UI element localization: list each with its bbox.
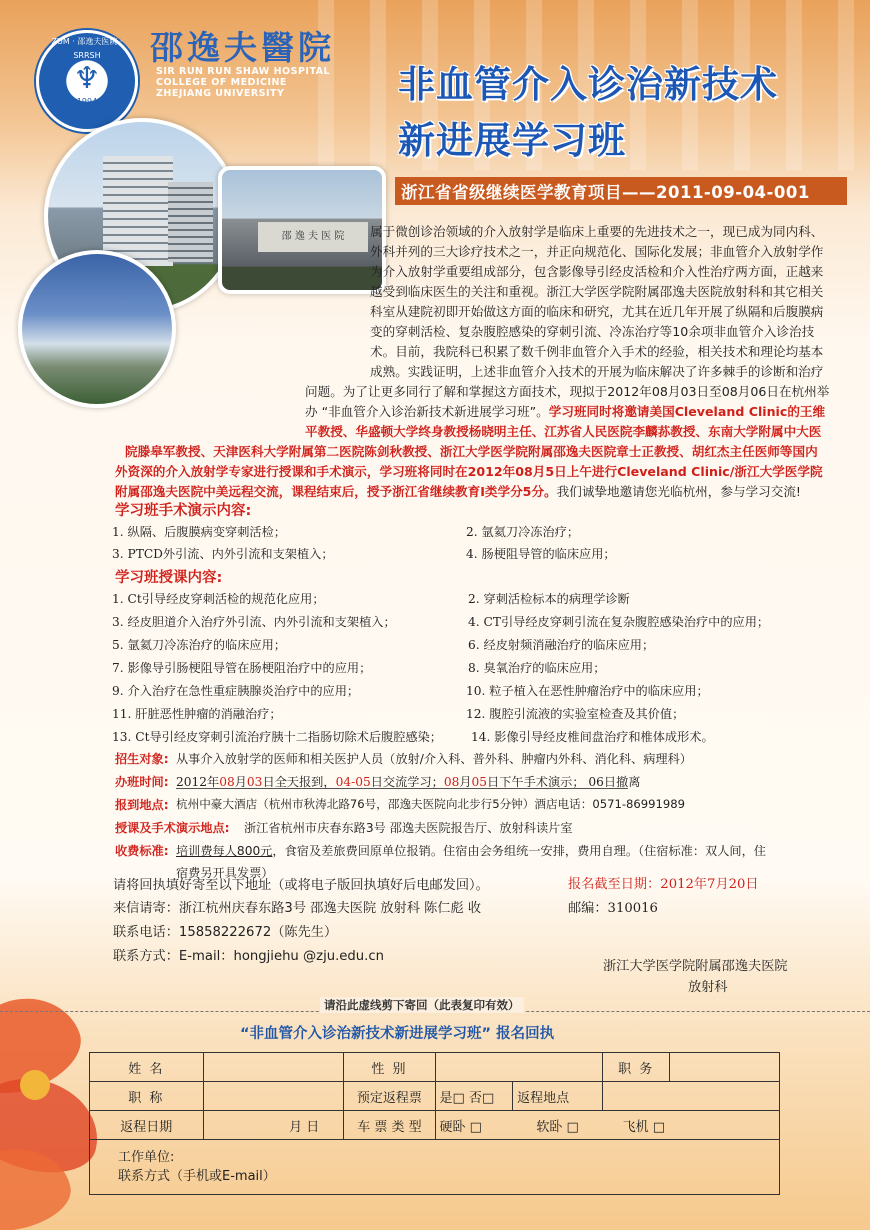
hospital-logo [36,30,138,132]
lecture-item: 8. 臭氧治疗的临床应用； [468,661,606,675]
lecture-item: 3. 经皮胆道介入治疗外引流、内外引流和支架植入； [112,615,396,629]
recruit-value: 从事介入放射学的医师和相关医护人员（放射/介入科、普外科、肿瘤内外科、消化科、病理科） [176,752,692,766]
fee-value: 培训费每人800元，食宿及差旅费回原单位报销。住宿由会务组统一安排，费用自理。（住宿标准：双人间，住 [176,844,766,858]
recruit-label: 招生对象: [115,752,169,766]
checkin-value: 杭州中豪大酒店（杭州市秋涛北路76号，邵逸夫医院向北步行5分钟）酒店电话：0571-86991989 [176,797,686,811]
table-row [90,1111,780,1140]
lecture-item: 7. 影像导引肠梗阻导管在肠梗阻治疗中的应用； [112,661,372,675]
return-date-label: 返程日期 [90,1111,204,1140]
intro-paragraph [115,222,830,502]
return-ticket-checkboxes[interactable]: 是□ 否□ [435,1082,513,1111]
lecture-item: 11. 肝脏恶性肿瘤的消融治疗； [112,707,282,721]
table-row [90,1140,780,1195]
name-label: 姓 名 [90,1053,204,1082]
soft-sleeper-checkbox[interactable]: 软卧 □ [513,1111,603,1140]
lecture-item: 13. Ct导引经皮穿刺引流治疗胰十二指肠切除术后腹腔感染； [112,730,442,744]
page-title-line1: 非血管介入诊治新技术 [398,63,778,106]
return-place-field[interactable] [603,1082,780,1111]
email: 联系方式：E-mail：hongjiehu @zju.edu.cn [113,949,384,964]
building-sign: 邵 逸 夫 医 院 [258,222,368,252]
lecture-item: 2. 穿刺活检标本的病理学诊断 [468,592,630,606]
surgery-item: 3. PTCD外引流、内外引流和支架植入； [112,547,334,561]
postcode: 邮编：310016 [568,901,658,916]
phone: 联系电话：15858222672（陈先生） [113,925,338,940]
gender-label: 性 别 [344,1053,435,1082]
hard-sleeper-checkbox[interactable]: 硬卧 □ [435,1111,513,1140]
lecture-item: 5. 氩氦刀冷冻治疗的临床应用； [112,638,286,652]
lecture-heading: 学习班授课内容: [115,570,223,586]
lecture-item: 12. 腹腔引流液的实验室检查及其价值； [466,707,685,721]
surgery-item: 4. 肠梗阻导管的临床应用； [466,547,616,561]
venue-value: 浙江省杭州市庆春东路3号 邵逸夫医院报告厅、放射科读片室 [244,821,573,835]
return-ticket-label: 预定返程票 [344,1082,435,1111]
schedule-underline [176,788,628,789]
college-name-en: COLLEGE OF MEDICINE [156,77,287,88]
page-title-line2: 新进展学习班 [398,119,626,162]
gender-field[interactable] [435,1053,603,1082]
title-label: 职 称 [90,1082,204,1111]
registration-form [89,1052,780,1195]
hospital-name-cn: 邵逸夫醫院 [150,28,335,67]
eagle-icon: ♆ [73,61,101,96]
checkin-label: 报到地点: [115,798,169,812]
lecture-item: 9. 介入治疗在急性重症胰腺炎治疗中的应用； [112,684,360,698]
fee-label: 收费标准: [115,844,169,858]
surgery-heading: 学习班手术演示内容: [115,503,252,519]
deadline: 报名截至日期：2012年7月20日 [568,877,759,892]
surgery-item: 2. 氩氦刀冷冻治疗； [466,525,580,539]
workplace-contact-field[interactable] [90,1140,780,1195]
logo-year: 1994 [76,97,98,106]
mail-address: 来信请寄：浙江杭州庆春东路3号 邵逸夫医院 放射科 陈仁彪 收 [113,901,482,916]
organizer: 浙江大学医学院附属邵逸夫医院 [603,959,788,974]
surgery-item: 1. 纵隔、后腹膜病变穿刺活检； [112,525,286,539]
hospital-name-en: SIR RUN RUN SHAW HOSPITAL [156,66,331,77]
title-field[interactable] [203,1082,344,1111]
schedule-value: 2012年08月03日全天报到，04-05日交流学习；08月05日下午手术演示； 06日撤离 [176,775,641,789]
table-row [90,1082,780,1111]
university-name-en: ZHEJIANG UNIVERSITY [156,88,285,99]
cut-note: 请沿此虚线剪下寄回（此表复印有效） [320,997,524,1013]
venue-label: 授课及手术演示地点: [115,821,230,835]
lecture-item: 10. 粒子植入在恶性肿瘤治疗中的临床应用； [466,684,709,698]
mail-note: 请将回执填好寄至以下地址（或将电子版回执填好后电邮发回）。 [113,878,489,893]
vehicle-label: 车 票 类 型 [344,1111,435,1140]
project-number: 浙江省省级继续医学教育项目——2011-09-04-001 [395,177,847,205]
intro-text: 属于微创诊治领域的介入放射学是临床上重要的先进技术之一，现已成为同内科、外科并列的三大诊疗技术之一，并正向规范化、国际化发展；非血管介入放射学作为介入放射学重要组成部分，包含影像导引经皮活检和介入性治疗两方面，正越来越受到临床医生的关注和重视。浙江大学医学院附属邵逸夫医院放射科和其它相关科室从建院初即开始做这方面的临床和研究，尤其在近几年开展了纵隔和后腹膜病变的穿刺活检、复杂腹腔感染的穿刺引流、冷冻治疗等10余项非血管介入诊治技术。目前，我院科已积累了数千例非血管介入手术的经验，相关技术和理论均基本成熟。实践证明，上述非血管介入技术的开展为临床解决了许多棘手的诊断和治疗问题。为了让更多同行了解和掌握这方面技术，现拟于2012年08月03日至08月06日在杭州举办 “非血管介入诊治新技术新进展学习班”。 [305,224,830,419]
organizer-dept: 放射科 [688,980,728,995]
fee-value-cont: 宿费另开具发票） [176,866,274,880]
form-title: “非血管介入诊治新技术新进展学习班” 报名回执 [240,1026,555,1042]
lecture-item: 4. CT引导经皮穿刺引流在复杂腹腔感染治疗中的应用； [468,615,770,629]
contact-method-label: 联系方式（手机或E-mail） [118,1169,276,1184]
lecture-item: 6. 经皮射频消融治疗的临床应用； [468,638,655,652]
intro-highlight: 学习班同时将邀请美国Cleveland Clinic的王维平教授、华盛顿大学终身教授杨晓明主任、江苏省人民医院李麟荪教授、东南大学附属中大医院滕皋军教授、天津医科大学附属第二医院陈剑秋教授、浙江大学医学院附属邵逸夫医院章士正教授、胡红杰主任医师等国内外资深的介入放射学专家进行授课和手术演示，学习班将同时在2012年08月5日上午进行Cleveland Clinic/浙江大学医学院附属邵逸夫医院中美远程交流，课程结束后，授予浙江省继续教育Ⅰ类学分5分。 [115,404,826,499]
schedule-label: 办班时间: [115,775,169,789]
return-date-field[interactable]: 月 日 [203,1111,344,1140]
plane-checkbox[interactable]: 飞机 □ [603,1111,780,1140]
lecture-item: 1. Ct引导经皮穿刺活检的规范化应用； [112,592,325,606]
table-row [90,1053,780,1082]
position-label: 职 务 [603,1053,670,1082]
return-place-label: 返程地点 [513,1082,603,1111]
lecture-item: 14. 影像引导经皮椎间盘治疗和椎体成形术。 [471,730,714,744]
workplace-label: 工作单位: [118,1150,175,1165]
position-field[interactable] [670,1053,780,1082]
name-field[interactable] [203,1053,344,1082]
logo-ring-text: ZUM · 邵逸夫医院 · SRRSH [51,37,123,60]
intro-closing: 我们诚挚地邀请您光临杭州，参与学习交流! [556,484,801,499]
